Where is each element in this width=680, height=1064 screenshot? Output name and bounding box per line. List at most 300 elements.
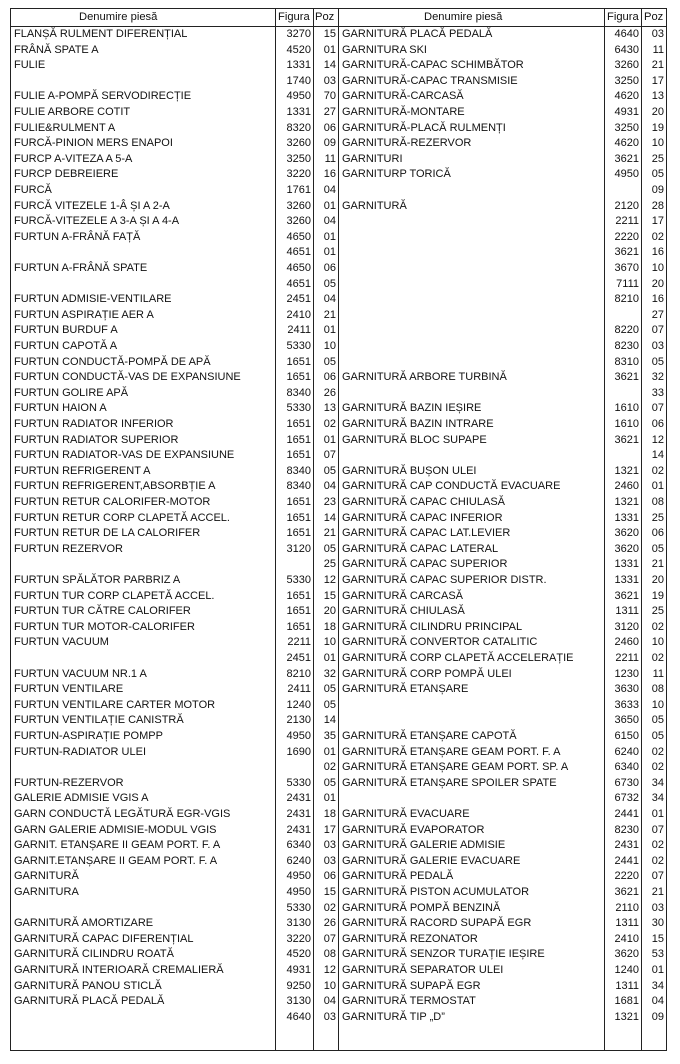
left-row-part-name: FURTUN ASPIRAȚIE AER A (14, 308, 154, 321)
right-row-figura: 3621 (614, 433, 639, 446)
left-row-figura: 5330 (286, 574, 311, 586)
header-name-left: Denumire piesă (79, 11, 158, 23)
left-row-poz: 06 (323, 870, 336, 883)
left-row-part-name: FULIE (14, 59, 46, 72)
right-row-figura: 1681 (614, 995, 639, 1008)
right-row-figura: 3670 (614, 262, 639, 274)
left-row-part-name: FRÂNĂ SPATE A (14, 43, 99, 56)
left-row-poz: 01 (323, 745, 336, 758)
left-row-poz: 05 (323, 776, 336, 789)
left-row-poz: 27 (323, 106, 336, 118)
left-row-part-name: GARNITURĂ CAPAC DIFERENȚIAL (14, 932, 194, 945)
right-row-figura: 2460 (614, 480, 639, 493)
left-row-poz: 04 (323, 480, 336, 493)
header-poz-left: Poz (315, 11, 335, 23)
left-row-part-name: GARNITURĂ CILINDRU ROATĂ (14, 948, 174, 961)
left-row-figura: 1761 (286, 184, 311, 196)
left-row-part-name: FURTUN VACUUM (14, 636, 109, 649)
left-row-poz: 10 (323, 340, 336, 352)
left-row-part-name: FURCĂ-VITEZELE A 3-A ȘI A 4-A (14, 215, 180, 228)
left-row-poz: 05 (323, 542, 336, 555)
right-row-figura: 2110 (615, 901, 639, 914)
left-row-poz: 18 (323, 620, 336, 633)
left-row-poz: 01 (323, 199, 336, 212)
left-row-part-name (14, 1010, 272, 1026)
left-row-figura: 4950 (286, 730, 311, 742)
left-row-figura: 4651 (286, 277, 311, 290)
right-row-poz: 02 (651, 745, 664, 758)
right-row-figura: 6732 (614, 792, 639, 805)
right-row-part-name: GARNITURĂ BLOC SUPAPE (342, 433, 487, 446)
right-row-figura: 2220 (614, 870, 639, 883)
right-row-figura: 7111 (616, 277, 639, 290)
left-row-part-name: FURTUN BURDUF A (14, 324, 118, 337)
left-row-part-name: GARNIT. ETANȘARE II GEAM PORT. F. A (14, 839, 221, 852)
left-row-poz: 08 (323, 948, 336, 961)
right-row-part-name: GARNITURĂ POMPĂ BENZINĂ (342, 901, 501, 914)
left-row-part-name: FURTUN TUR CORP CLAPETĂ ACCEL. (14, 589, 215, 602)
left-row-part-name: FURTUN TUR MOTOR-CALORIFER (14, 620, 195, 633)
right-row-part-name: GARNITURĂ ETANȘARE CAPOTĂ (342, 730, 517, 742)
right-row-part-name: GARNITURĂ BAZIN INTRARE (342, 418, 494, 430)
right-row-poz: 10 (651, 137, 664, 150)
right-row-figura (606, 448, 639, 464)
right-row-poz: 06 (651, 527, 664, 540)
left-row-poz: 14 (323, 511, 336, 524)
right-row-poz: 16 (651, 246, 664, 259)
left-row-figura: 5330 (286, 776, 311, 789)
left-row-poz: 01 (323, 433, 336, 446)
left-row-figura: 1651 (286, 589, 311, 602)
right-row-part-name: GARNITURĂ ARBORE TURBINĂ (342, 371, 507, 384)
left-row-figura: 8340 (286, 464, 311, 477)
left-row-figura: 1651 (286, 433, 311, 446)
right-row-part-name: GARNITURĂ PISTON ACUMULATOR (342, 886, 530, 898)
left-row-poz: 06 (323, 121, 336, 134)
right-row-figura: 1321 (614, 496, 639, 508)
left-row-figura: 4950 (286, 870, 311, 883)
right-row-part-name: GARNITURĂ SEPARATOR ULEI (342, 964, 504, 976)
left-row-poz: 04 (323, 293, 336, 306)
right-row-figura: 1311 (615, 917, 639, 930)
left-row-figura: 2451 (286, 293, 311, 306)
right-row-figura: 1230 (614, 667, 639, 680)
right-row-part-name: GARNITURĂ BAZIN IEȘIRE (342, 402, 482, 415)
right-row-poz: 03 (651, 340, 664, 352)
left-row-figura: 1240 (286, 698, 311, 711)
left-row-poz: 01 (323, 246, 336, 259)
right-row-poz: 53 (651, 948, 664, 961)
left-row-part-name (14, 760, 272, 776)
left-row-part-name (14, 901, 272, 917)
left-row-poz: 03 (323, 1010, 336, 1023)
right-row-figura: 3250 (614, 74, 639, 87)
left-row-part-name: FURTUN TUR CĂTRE CALORIFER (14, 605, 191, 618)
left-row-figura: 2431 (286, 823, 311, 836)
left-row-poz: 25 (323, 558, 336, 571)
left-row-figura: 2431 (286, 808, 311, 820)
left-row-figura: 9250 (286, 979, 311, 992)
left-row-poz: 11 (324, 152, 336, 165)
left-row-poz: 01 (323, 324, 336, 337)
right-row-part-name: GARNITURĂ CILINDRU PRINCIPAL (342, 620, 523, 633)
right-row-poz: 02 (651, 761, 664, 774)
left-row-figura: 3220 (286, 168, 311, 181)
right-row-part-name: GARNITURĂ RACORD SUPAPĂ EGR (342, 917, 532, 930)
left-row-poz: 15 (323, 886, 336, 898)
right-row-poz: 12 (651, 433, 664, 446)
left-row-poz: 14 (323, 714, 336, 727)
right-row-poz: 04 (651, 995, 664, 1008)
left-row-figura: 5330 (286, 340, 311, 352)
right-row-part-name: GARNITURĂ CARCASĂ (342, 589, 464, 602)
right-row-part-name (342, 308, 601, 324)
right-row-poz: 02 (651, 854, 664, 867)
header-name-right: Denumire piesă (424, 11, 503, 23)
left-row-part-name: FULIE ARBORE COTIT (14, 106, 131, 118)
right-row-poz: 25 (651, 511, 664, 524)
right-row-poz: 33 (651, 386, 664, 399)
left-row-part-name: FURTUN VACUUM NR.1 A (14, 667, 147, 680)
right-row-part-name: GARNITURĂ CAP CONDUCTĂ EVACUARE (342, 480, 561, 493)
left-row-figura: 2211 (287, 636, 311, 649)
left-row-poz: 21 (323, 308, 336, 321)
right-row-poz: 27 (651, 308, 664, 321)
right-row-poz: 14 (651, 449, 664, 462)
right-row-poz: 28 (651, 199, 664, 212)
right-row-poz: 08 (651, 496, 664, 508)
left-row-part-name: FURTUN RADIATOR INFERIOR (14, 418, 174, 430)
right-row-figura: 4931 (614, 106, 639, 118)
header-figura-left: Figura (278, 11, 310, 23)
right-row-poz: 09 (651, 1010, 664, 1023)
left-row-figura: 8320 (286, 121, 311, 134)
left-row-part-name: FURTUN RETUR CORP CLAPETĂ ACCEL. (14, 511, 230, 524)
right-row-part-name: GARNITURĂ-MONTARE (342, 106, 465, 118)
left-row-part-name: GARNITURĂ AMORTIZARE (14, 917, 154, 930)
right-row-figura: 3620 (614, 542, 639, 555)
left-row-part-name: FURCP A-VITEZA A 5-A (14, 152, 133, 165)
right-row-figura: 3621 (614, 886, 639, 898)
left-row-figura: 5330 (286, 901, 311, 914)
right-row-poz: 05 (651, 355, 664, 368)
right-row-figura: 2460 (614, 636, 639, 649)
right-row-poz: 21 (651, 558, 664, 571)
left-row-poz: 14 (323, 59, 336, 72)
header-figura-right: Figura (607, 11, 639, 23)
left-row-part-name: FURTUN RADIATOR-VAS DE EXPANSIUNE (14, 449, 235, 462)
right-row-poz: 05 (651, 730, 664, 742)
left-row-part-name: FURTUN REFRIGERENT A (14, 464, 151, 477)
left-row-figura: 2410 (286, 308, 311, 321)
left-row-figura: 1651 (286, 418, 311, 430)
left-row-figura: 1651 (286, 355, 311, 368)
right-row-figura: 3633 (614, 698, 639, 711)
left-row-figura: 4520 (286, 948, 311, 961)
right-row-figura: 3620 (614, 948, 639, 961)
right-row-poz: 09 (651, 184, 664, 196)
right-row-poz: 34 (651, 792, 664, 805)
right-row-poz: 30 (651, 917, 664, 930)
right-row-part-name: GARNITURĂ BUȘON ULEI (342, 464, 477, 477)
right-row-poz: 19 (651, 589, 664, 602)
right-row-figura: 4640 (614, 28, 639, 40)
left-row-figura: 1331 (286, 106, 311, 118)
left-row-figura: 3130 (286, 995, 311, 1008)
left-row-poz: 03 (323, 839, 336, 852)
right-row-poz: 32 (651, 371, 664, 384)
right-row-figura (606, 386, 639, 402)
right-row-poz: 20 (651, 574, 664, 586)
left-row-poz: 15 (323, 28, 336, 40)
right-row-part-name: GARNITURĂ-CAPAC SCHIMBĂTOR (342, 59, 524, 72)
left-row-poz: 21 (323, 527, 336, 540)
right-row-poz: 05 (651, 168, 664, 181)
right-row-poz: 02 (651, 652, 664, 664)
right-row-part-name: GARNITURĂ REZONATOR (342, 932, 478, 945)
column-divider (641, 9, 642, 1050)
right-row-poz: 05 (651, 714, 664, 727)
right-row-part-name: GARNITURĂ CONVERTOR CATALITIC (342, 636, 538, 649)
right-row-poz: 05 (651, 542, 664, 555)
right-row-poz: 01 (651, 964, 664, 976)
right-row-part-name: GARNITURĂ CHIULASĂ (342, 605, 465, 618)
right-row-part-name: GARNITURĂ GALERIE EVACUARE (342, 854, 521, 867)
left-row-poz: 12 (323, 964, 336, 976)
right-row-part-name: GARNITURĂ CORP POMPĂ ULEI (342, 667, 512, 680)
left-row-poz: 05 (323, 277, 336, 290)
left-row-poz: 06 (323, 262, 336, 274)
right-row-poz: 17 (651, 215, 664, 228)
right-row-figura: 3620 (614, 527, 639, 540)
right-row-part-name: GARNITURI (342, 152, 403, 165)
right-row-part-name (342, 183, 601, 199)
left-row-part-name: GALERIE ADMISIE VGIS A (14, 792, 149, 805)
left-row-part-name: GARNITURA (14, 886, 79, 898)
right-row-poz: 08 (651, 683, 664, 696)
right-row-figura: 1311 (615, 605, 639, 618)
left-row-poz: 32 (323, 667, 336, 680)
right-row-part-name (342, 698, 601, 714)
right-row-part-name: GARNITURĂ-REZERVOR (342, 137, 472, 150)
left-row-part-name (14, 277, 272, 293)
left-row-poz: 17 (323, 823, 336, 836)
left-row-poz: 15 (323, 589, 336, 602)
left-row-part-name: FURCĂ VITEZELE 1-Â ȘI A 2-A (14, 199, 170, 212)
left-row-figura: 3220 (286, 932, 311, 945)
right-row-part-name: GARNITURĂ EVAPORATOR (342, 823, 485, 836)
right-row-poz: 07 (651, 823, 664, 836)
left-row-figura: 6340 (286, 839, 311, 852)
right-row-poz: 16 (651, 293, 664, 306)
right-row-poz: 02 (651, 620, 664, 633)
right-row-figura: 2211 (615, 652, 639, 664)
right-row-part-name: GARNITURĂ-PLACĂ RULMENȚI (342, 121, 506, 134)
right-row-figura: 1321 (614, 1010, 639, 1023)
left-row-poz: 10 (323, 979, 336, 992)
left-row-part-name: FURTUN REFRIGERENT,ABSORBȚIE A (14, 480, 216, 493)
right-row-poz: 07 (651, 324, 664, 337)
right-row-part-name: GARNITURĂ ETANȘARE (342, 683, 469, 696)
left-row-figura: 3270 (286, 28, 311, 40)
left-row-figura: 2411 (287, 324, 311, 337)
left-row-part-name: FURTUN CONDUCTĂ-POMPĂ DE APĂ (14, 355, 211, 368)
right-row-figura: 3621 (614, 152, 639, 165)
left-row-part-name: FURTUN REZERVOR (14, 542, 123, 555)
right-row-figura: 4620 (614, 137, 639, 150)
right-row-part-name: GARNITURĂ CAPAC LAT.LEVIER (342, 527, 511, 540)
left-row-part-name (14, 557, 272, 573)
left-row-figura: 3130 (286, 917, 311, 930)
left-row-part-name: FURCĂ (14, 184, 52, 196)
left-row-poz: 01 (323, 230, 336, 243)
right-row-figura: 1610 (614, 402, 639, 415)
left-row-poz: 05 (323, 698, 336, 711)
left-row-poz: 05 (323, 683, 336, 696)
right-row-part-name: GARNITURĂ CAPAC LATERAL (342, 542, 499, 555)
left-row-figura: 4650 (286, 262, 311, 274)
left-row-poz: 01 (323, 792, 336, 805)
left-row-poz: 04 (323, 215, 336, 228)
left-row-figura: 8340 (286, 480, 311, 493)
right-row-figura: 1311 (615, 979, 639, 992)
right-row-figura: 2441 (614, 808, 639, 820)
left-row-poz: 13 (323, 402, 336, 415)
right-row-figura: 8220 (614, 324, 639, 337)
left-row-poz: 04 (323, 995, 336, 1008)
right-row-figura: 2120 (614, 199, 639, 212)
right-row-poz: 02 (651, 464, 664, 477)
right-row-figura: 4620 (614, 90, 639, 103)
left-row-figura: 3120 (286, 542, 311, 555)
left-row-part-name: GARN CONDUCTĂ LEGĂTURĂ EGR-VGIS (14, 808, 231, 820)
left-row-part-name: FURTUN HAION A (14, 402, 107, 415)
right-row-poz: 03 (651, 28, 664, 40)
right-row-part-name (342, 277, 601, 293)
right-row-part-name: GARNITURĂ-CARCASĂ (342, 90, 464, 103)
right-row-poz: 20 (651, 277, 664, 290)
left-row-figura: 4650 (286, 230, 311, 243)
left-row-part-name: FURTUN ADMISIE-VENTILARE (14, 293, 172, 306)
left-row-poz: 02 (323, 418, 336, 430)
right-row-part-name (342, 448, 601, 464)
left-row-part-name: FURTUN RETUR CALORIFER-MOTOR (14, 496, 211, 508)
right-row-poz: 21 (651, 59, 664, 72)
left-row-part-name: GARN GALERIE ADMISIE-MODUL VGIS (14, 823, 217, 836)
right-row-poz: 02 (651, 230, 664, 243)
right-row-poz: 10 (651, 262, 664, 274)
right-row-figura: 2410 (614, 932, 639, 945)
left-row-figura: 6240 (286, 854, 311, 867)
left-row-part-name: FULIE&RULMENT A (14, 121, 116, 134)
right-row-part-name: GARNITURP TORICĂ (342, 168, 451, 181)
right-row-poz: 02 (651, 839, 664, 852)
right-row-figura: 3260 (614, 59, 639, 72)
right-row-figura: 1331 (614, 574, 639, 586)
left-row-poz: 01 (323, 43, 336, 56)
left-row-figura: 8210 (286, 667, 311, 680)
left-row-part-name: FURTUN SPĂLĂTOR PARBRIZ A (14, 574, 181, 586)
right-row-poz: 01 (651, 480, 664, 493)
left-row-part-name: FURTUN-ASPIRAȚIE POMPP (14, 730, 163, 742)
right-row-figura: 2220 (614, 230, 639, 243)
left-row-part-name: FURTUN VENTILARE (14, 683, 124, 696)
left-row-part-name (14, 74, 272, 90)
left-row-part-name: FURTUN-RADIATOR ULEI (14, 745, 147, 758)
right-row-figura: 8230 (614, 340, 639, 352)
left-row-figura: 3260 (286, 137, 311, 150)
left-row-poz: 02 (323, 761, 336, 774)
right-row-part-name: GARNITURĂ CAPAC INFERIOR (342, 511, 503, 524)
right-row-part-name (342, 292, 601, 308)
right-row-part-name (342, 261, 601, 277)
left-row-figura: 4950 (286, 886, 311, 898)
left-row-poz: 03 (323, 74, 336, 87)
right-row-figura: 3650 (614, 714, 639, 727)
column-divider-center (338, 9, 339, 1050)
right-row-poz: 13 (651, 90, 664, 103)
right-row-figura: 3120 (614, 620, 639, 633)
left-row-part-name: FULIE A-POMPĂ SERVODIRECȚIE (14, 90, 192, 103)
right-row-figura: 8310 (614, 355, 639, 368)
right-row-part-name: GARNITURĂ-CAPAC TRANSMISIE (342, 74, 518, 87)
right-row-figura: 3250 (614, 121, 639, 134)
left-row-figura (277, 760, 311, 776)
right-row-poz: 03 (651, 901, 664, 914)
left-row-figura: 1331 (286, 59, 311, 72)
left-row-poz: 03 (323, 854, 336, 867)
column-divider (604, 9, 605, 1050)
left-row-figura: 1651 (286, 371, 311, 384)
right-row-part-name: GARNITURĂ PEDALĂ (342, 870, 454, 883)
right-row-part-name: GARNITURĂ ETANȘARE GEAM PORT. F. A (342, 745, 561, 758)
right-row-figura: 1240 (614, 964, 639, 976)
left-row-poz: 06 (323, 371, 336, 384)
right-row-poz: 07 (651, 870, 664, 883)
left-row-part-name: GARNITURĂ PANOU STICLĂ (14, 979, 162, 992)
right-row-figura: 1321 (614, 464, 639, 477)
column-divider (313, 9, 314, 1050)
left-row-poz: 07 (323, 449, 336, 462)
left-row-poz: 04 (323, 184, 336, 196)
right-row-figura: 1610 (614, 418, 639, 430)
right-row-figura (606, 308, 639, 324)
column-divider (275, 9, 276, 1050)
left-row-part-name: FURTUN CONDUCTĂ-VAS DE EXPANSIUNE (14, 371, 241, 384)
right-row-part-name: GARNITURĂ EVACUARE (342, 808, 470, 820)
left-row-part-name: GARNITURĂ PLACĂ PEDALĂ (14, 995, 165, 1008)
left-row-figura: 2431 (286, 792, 311, 805)
left-row-figura: 1651 (286, 511, 311, 524)
right-row-poz: 34 (651, 776, 664, 789)
right-row-part-name: GARNITURĂ TIP „D” (342, 1010, 445, 1023)
left-row-figura: 2451 (286, 652, 311, 664)
right-row-part-name: GARNITURĂ PLACĂ PEDALĂ (342, 28, 493, 40)
right-row-poz: 10 (651, 636, 664, 649)
right-row-poz: 01 (651, 808, 664, 820)
right-row-figura: 6340 (614, 761, 639, 774)
left-row-poz: 26 (323, 917, 336, 930)
left-row-poz: 70 (323, 90, 336, 103)
left-row-part-name: FURCP DEBREIERE (14, 168, 119, 181)
left-row-figura: 3250 (286, 152, 311, 165)
right-row-figura: 2211 (615, 215, 639, 228)
left-row-figura: 1651 (286, 527, 311, 540)
right-row-poz: 21 (651, 886, 664, 898)
right-row-poz: 25 (651, 605, 664, 618)
left-row-figura: 8340 (286, 386, 311, 399)
left-row-figura: 1740 (286, 74, 311, 87)
